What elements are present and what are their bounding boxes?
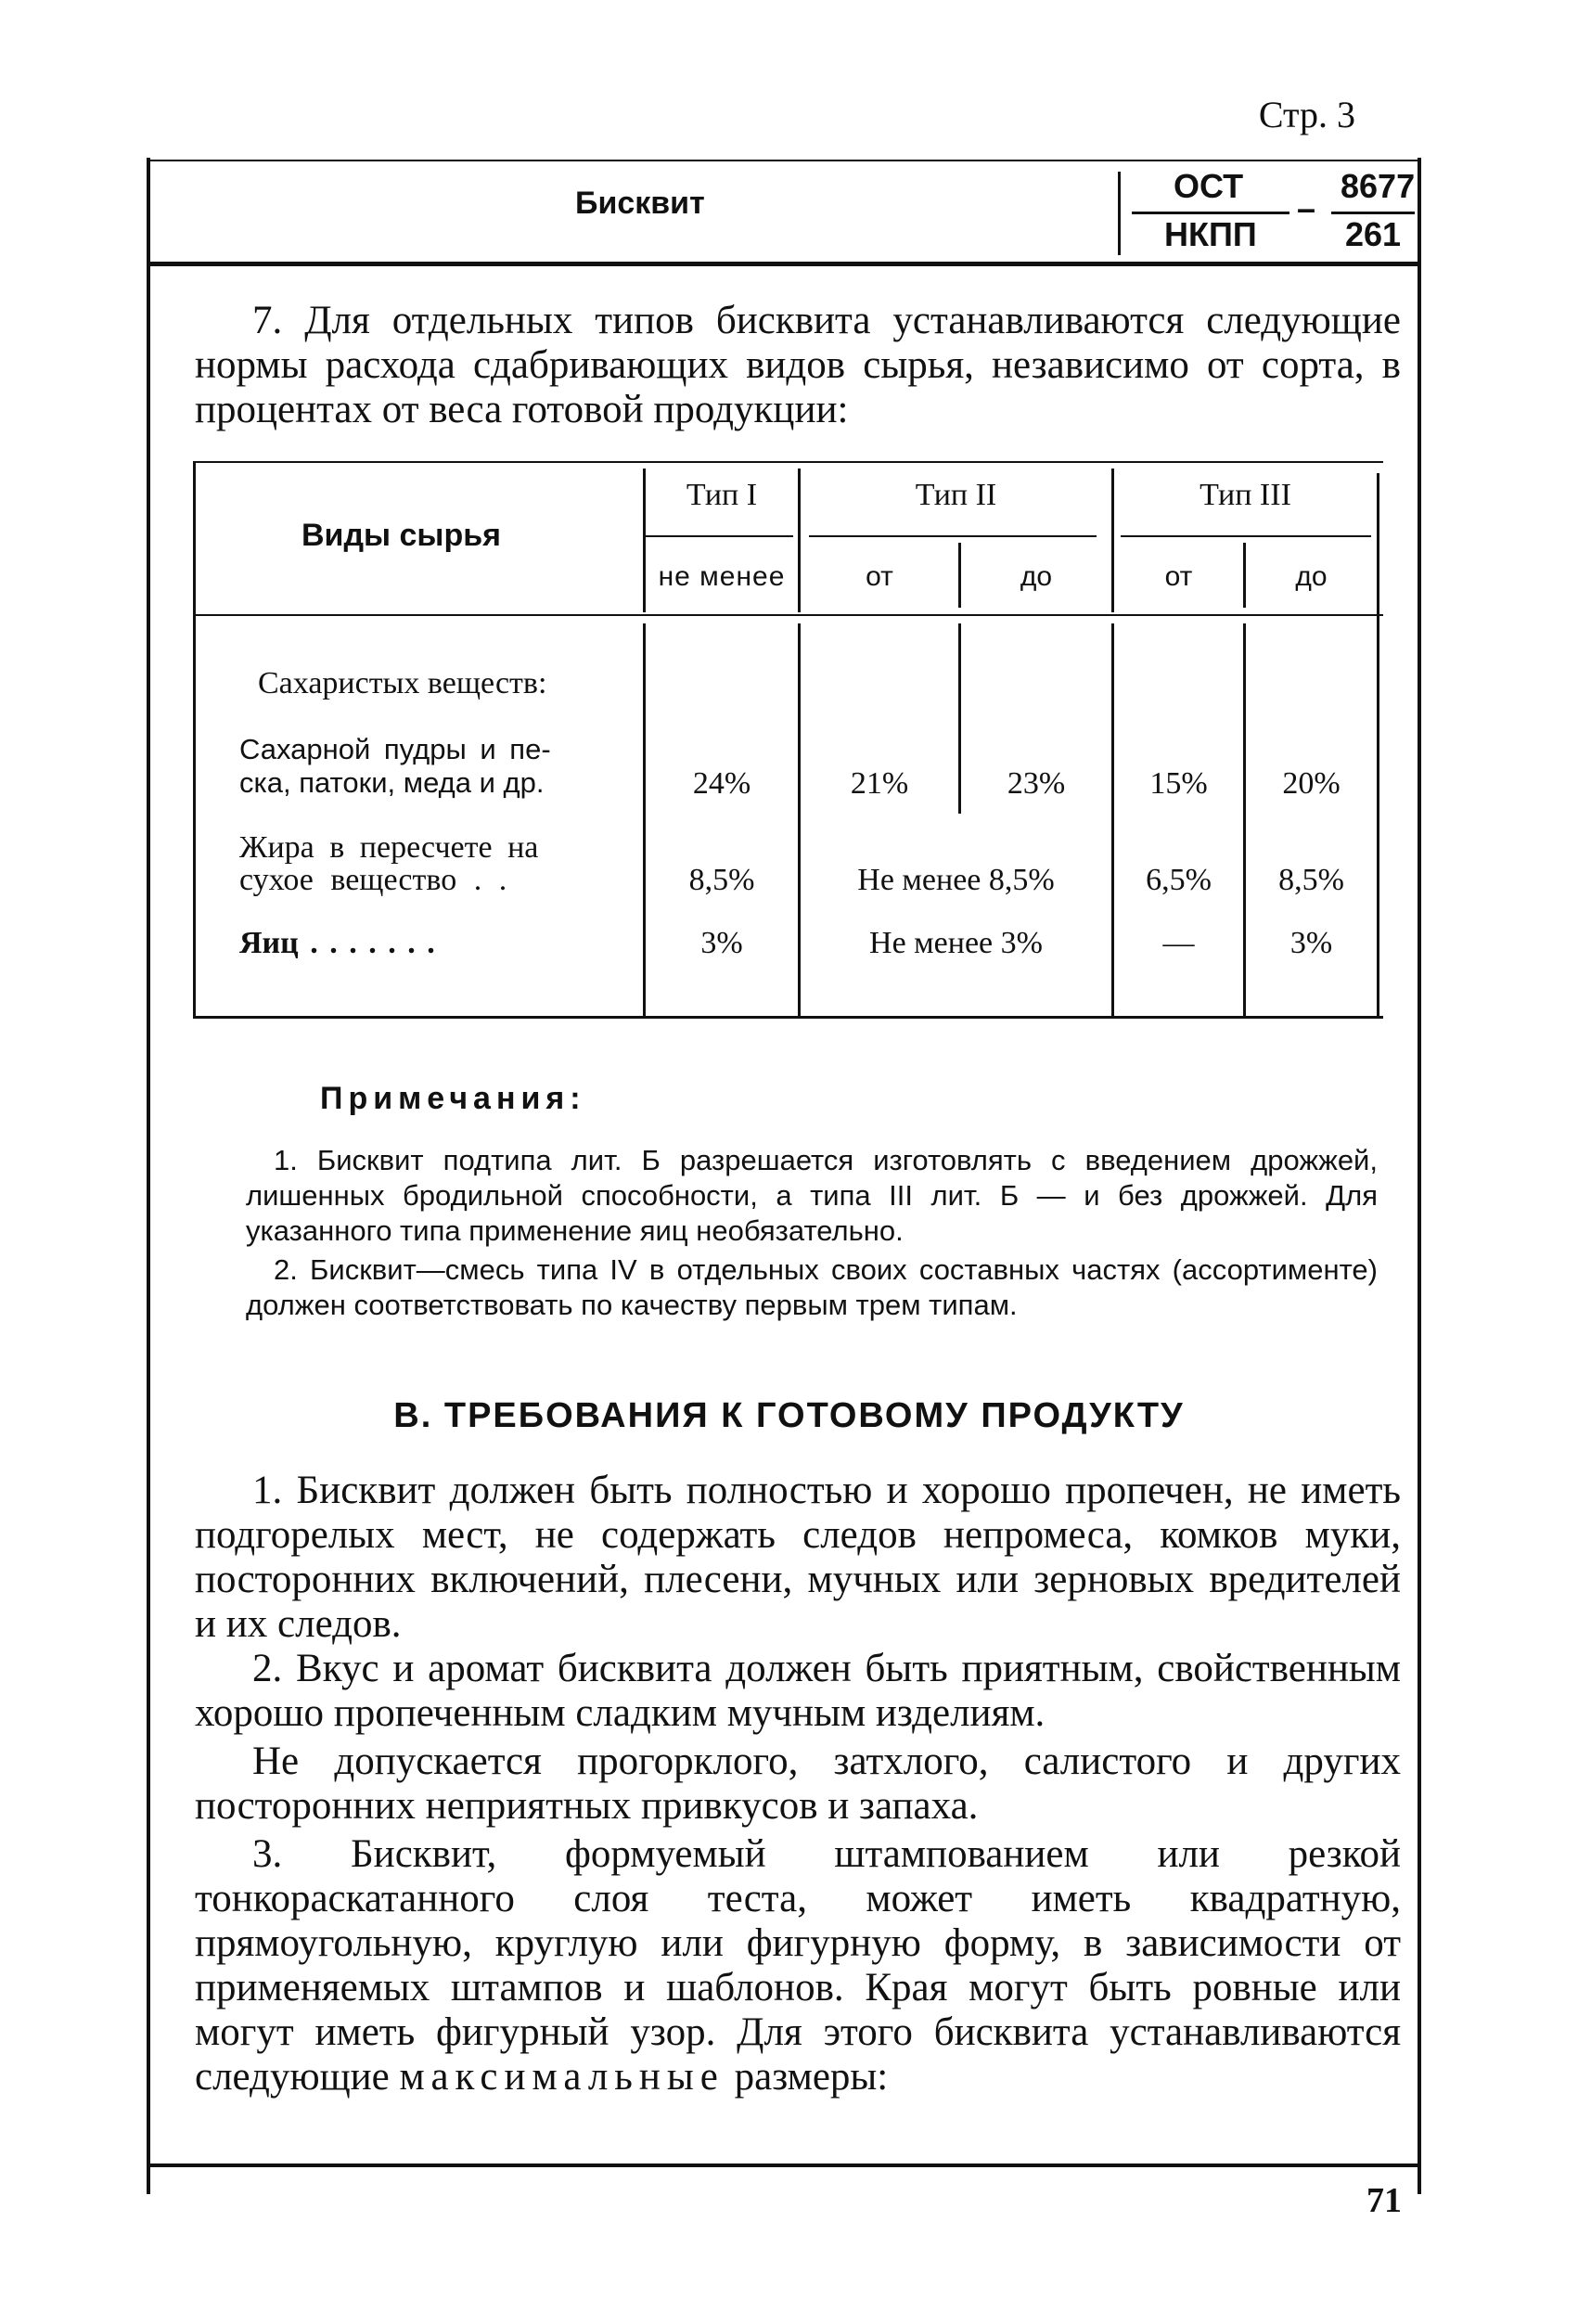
row2-type3-to: 8,5% [1278, 863, 1344, 897]
page-number-top: Стр. 3 [1258, 94, 1355, 135]
row3-name: Яиц . . . . . . . [239, 926, 435, 960]
th-type-3: Тип III [1200, 478, 1291, 512]
table-type-rule-1 [645, 535, 793, 537]
row1-type3-to: 20% [1282, 766, 1341, 801]
table-header-bottom-rule [193, 614, 1383, 616]
table-type-rule-3 [1121, 535, 1371, 537]
paragraph-b3-emphasis: максимальные [399, 2055, 725, 2099]
header-title: Бисквит [575, 186, 705, 221]
row2-name-line2: сухое вещество . . [239, 863, 507, 897]
row1-type2-from: 21% [850, 766, 909, 801]
row2-type3-from: 6,5% [1146, 863, 1212, 897]
group-sugars: Сахаристых веществ: [258, 666, 547, 700]
paragraph-b2b [195, 1740, 1401, 1829]
paragraph-7 [195, 299, 1401, 432]
paragraph-7-text: 7. Для отдельных типов бисквита устанавливаются следующие нормы расхода сдабривающих видов сырья, независимо от сорта, в процентах от веса готовой продукции: [195, 299, 1401, 431]
table-bottom-rule [193, 1016, 1383, 1019]
row2-type2: Не менее 8,5% [857, 863, 1055, 897]
row3-type1: 3% [700, 926, 743, 960]
nkpp-number: 261 [1345, 215, 1402, 253]
paragraph-b1 [195, 1469, 1401, 1647]
row3-type3-from: — [1162, 926, 1195, 960]
ost-fraction-line [1132, 212, 1289, 214]
paragraph-b3-text: 3. Бисквит, формуемый штампованием или резкой тонкораскатанного слоя теста, может иметь квадратную, прямоугольную, круглую или фигурную форму, в зависимости от применяемых штампов и шаблонов. Края могут быть ровные или могут иметь фигурный узор. Для этого бисквита устанавливаются следующие [195, 1832, 1401, 2099]
note-2 [246, 1252, 1378, 1323]
paragraph-b2-text: 2. Вкус и аромат бисквита должен быть приятным, свойственным хорошо пропеченным сладким мучным изделиям. [195, 1647, 1401, 1735]
section-heading: В. ТРЕБОВАНИЯ К ГОТОВОМУ ПРОДУКТУ [393, 1396, 1185, 1435]
frame-top [147, 160, 1421, 161]
th-type3-from: от [1164, 561, 1193, 592]
note-1 [246, 1143, 1378, 1249]
ost-label: ОСТ [1174, 167, 1244, 205]
row2-type1: 8,5% [688, 863, 755, 897]
paragraph-b2 [195, 1647, 1401, 1736]
ost-num-fraction-line [1331, 212, 1415, 214]
row1-name-line1: Сахарной пудры и пе- [239, 733, 551, 765]
notes-heading: Примечания: [320, 1081, 586, 1116]
note-1-text: 1. Бисквит подтипа лит. Б разрешается изготовлять с введением дрожжей, лишенных бродильной способности, а типа III лит. Б — и без дрожжей. Для указанного типа применение яиц необязательно. [246, 1144, 1378, 1247]
row1-type2-to: 23% [1007, 766, 1066, 801]
table-type-rule-2 [809, 535, 1097, 537]
paragraph-b2b-text: Не допускается прогорклого, затхлого, салистого и других посторонних неприятных привкусов и запаха. [195, 1740, 1401, 1828]
row1-type3-from: 15% [1149, 766, 1208, 801]
paragraph-b3 [195, 1832, 1401, 2099]
row1-type1: 24% [692, 766, 751, 801]
row3-type3-to: 3% [1289, 926, 1333, 960]
paragraph-b1-text: 1. Бисквит должен быть полностью и хорошо пропечен, не иметь подгорелых мест, не содержать следов непромеса, комков муки, посторонних включений, плесени, мучных или зерновых вредителей и их следов. [195, 1469, 1401, 1646]
frame-left [147, 158, 150, 2194]
frame-bottom [147, 2164, 1421, 2167]
frame-right [1418, 158, 1421, 2194]
row1-name-line2: ска, патоки, меда и др. [239, 766, 545, 799]
th-raw-material: Виды сырья [301, 518, 501, 553]
th-type2-from: от [866, 561, 893, 592]
header-divider [1118, 172, 1121, 255]
table-left-border [193, 461, 196, 1018]
th-type2-to: до [1020, 561, 1053, 592]
th-type-2: Тип II [915, 478, 997, 512]
row2-name-line1: Жира в пересчете на [239, 830, 539, 865]
header-dash: – [1297, 189, 1316, 227]
th-type3-to: до [1295, 561, 1328, 592]
note-2-text: 2. Бисквит—смесь типа IV в отдельных своих составных частях (ассортименте) должен соответствовать по качеству первым трем типам. [246, 1253, 1378, 1321]
page-number-bottom: 71 [1366, 2181, 1402, 2220]
paragraph-b3-end: размеры: [724, 2055, 889, 2099]
th-type-1: Тип I [686, 478, 758, 512]
ost-number: 8677 [1341, 167, 1416, 205]
table-right-border [1377, 473, 1379, 1018]
header-bottom-rule [147, 262, 1421, 266]
th-not-less: не менее [658, 561, 786, 592]
table-top-rule [193, 461, 1383, 463]
nkpp-label: НКПП [1164, 215, 1257, 253]
row3-type2: Не менее 3% [869, 926, 1043, 960]
